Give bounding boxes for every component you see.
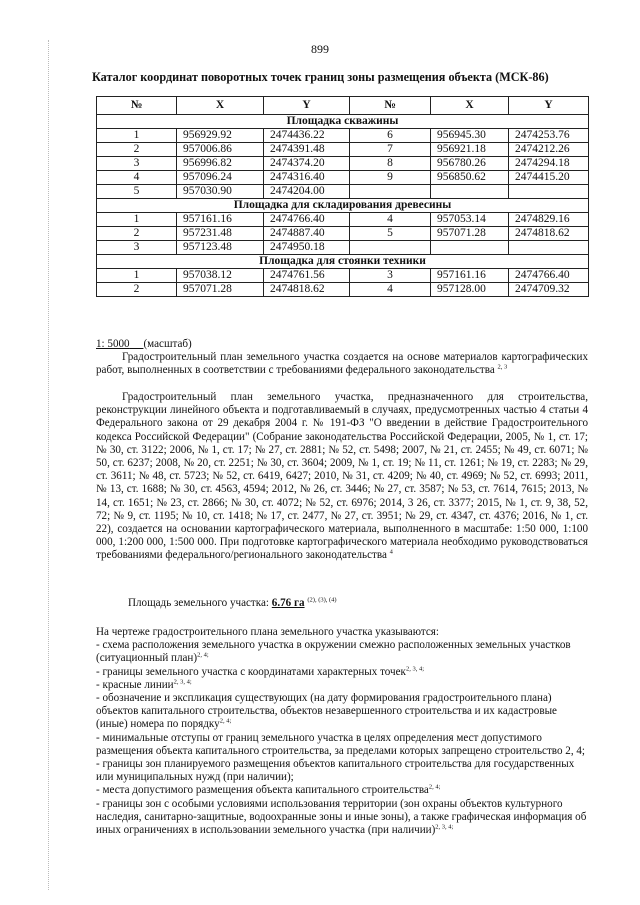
page-number: 899 bbox=[311, 42, 329, 56]
table-cell: 957071.28 bbox=[177, 283, 264, 297]
table-cell: 956921.18 bbox=[431, 143, 509, 157]
list-item-text: - красные линии bbox=[96, 678, 174, 691]
table-row bbox=[97, 283, 589, 297]
list-item-text: - минимальные отступы от границ земельного участка в целях определения мест допустимого размещения объекта капитального строительства, за пределами которых запрещено строительство 2, 4; bbox=[96, 731, 586, 757]
table-cell: 2474818.62 bbox=[264, 283, 350, 297]
table-cell: 957038.12 bbox=[177, 269, 264, 283]
table-cell bbox=[509, 241, 589, 255]
table-section-row bbox=[97, 255, 589, 269]
paragraph-text: Градостроительный план земельного участка создается на основе материалов картографических работ, выполненных в соответствии с требованиями федерального законодательства bbox=[96, 351, 588, 377]
table-cell: 6 bbox=[350, 129, 431, 143]
table-cell: 7 bbox=[350, 143, 431, 157]
area-label: Площадь земельного участка: bbox=[128, 597, 270, 609]
document-title: Каталог координат поворотных точек границ зоны размещения объекта (МСК-86) bbox=[92, 70, 549, 84]
table-cell: 2474436.22 bbox=[264, 129, 350, 143]
header-cell: № bbox=[97, 97, 177, 115]
table-cell: 957030.90 bbox=[177, 185, 264, 199]
table-row bbox=[97, 227, 589, 241]
table-row bbox=[97, 241, 589, 255]
table-cell: 956780.26 bbox=[431, 157, 509, 171]
table-cell: 2474204.00 bbox=[264, 185, 350, 199]
table-cell: 956850.62 bbox=[431, 171, 509, 185]
header-cell: X bbox=[177, 97, 264, 115]
table-cell bbox=[350, 185, 431, 199]
section-title: Площадка скважины bbox=[97, 115, 589, 129]
coordinates-table bbox=[96, 96, 589, 297]
table-cell: 2474212.26 bbox=[509, 143, 589, 157]
list-item-text: - места допустимого размещения объекта капитального строительства bbox=[96, 784, 429, 797]
table-cell: 2474887.40 bbox=[264, 227, 350, 241]
table-row bbox=[97, 129, 589, 143]
table-cell: 957123.48 bbox=[177, 241, 264, 255]
table-cell: 8 bbox=[350, 157, 431, 171]
table-cell bbox=[431, 241, 509, 255]
table-cell: 957128.00 bbox=[431, 283, 509, 297]
table-cell: 957161.16 bbox=[431, 269, 509, 283]
table-row bbox=[97, 269, 589, 283]
paragraph-linear-object bbox=[96, 391, 588, 563]
table-cell: 3 bbox=[97, 241, 177, 255]
table-cell: 957071.28 bbox=[431, 227, 509, 241]
table-cell: 2474766.40 bbox=[509, 269, 589, 283]
table-cell: 1 bbox=[97, 129, 177, 143]
footnote-ref: 2, 4; bbox=[219, 717, 232, 725]
scale-value: 1: 5000 bbox=[96, 338, 130, 350]
table-cell: 1 bbox=[97, 213, 177, 227]
table-cell: 957096.24 bbox=[177, 171, 264, 185]
table-cell: 1 bbox=[97, 269, 177, 283]
table-cell: 2 bbox=[97, 143, 177, 157]
table-cell: 4 bbox=[350, 283, 431, 297]
table-section-row bbox=[97, 115, 589, 129]
footnote-ref: 4 bbox=[389, 548, 393, 556]
table-cell: 2474709.32 bbox=[509, 283, 589, 297]
scale-line bbox=[96, 338, 588, 351]
table-cell: 2474316.40 bbox=[264, 171, 350, 185]
table-cell: 2474415.20 bbox=[509, 171, 589, 185]
section-title: Площадка для стоянки техники bbox=[97, 255, 589, 269]
table-row bbox=[97, 185, 589, 199]
table-row bbox=[97, 157, 589, 171]
paragraph-materials bbox=[96, 351, 588, 377]
table-cell: 956929.92 bbox=[177, 129, 264, 143]
list-item bbox=[96, 692, 588, 732]
table-cell: 3 bbox=[97, 157, 177, 171]
table-cell: 2474761.56 bbox=[264, 269, 350, 283]
table-cell: 2474766.40 bbox=[264, 213, 350, 227]
footnote-ref: 2, 3, 4; bbox=[435, 823, 454, 831]
table-cell: 4 bbox=[350, 213, 431, 227]
table-row bbox=[97, 171, 589, 185]
list-item-text: - границы зон планируемого размещения объектов капитального строительства для государственных или муниципальных нужд (при наличии); bbox=[96, 758, 575, 784]
table-cell: 957053.14 bbox=[431, 213, 509, 227]
section-title: Площадка для складирования древесины bbox=[97, 199, 589, 213]
drawing-requirements bbox=[96, 626, 588, 837]
table-cell: 2474818.62 bbox=[509, 227, 589, 241]
list-item bbox=[96, 666, 588, 679]
table-row bbox=[97, 143, 589, 157]
header-cell: Y bbox=[509, 97, 589, 115]
table-cell bbox=[350, 241, 431, 255]
footnote-ref: 2, 3, 4; bbox=[405, 664, 424, 672]
table-cell: 4 bbox=[97, 171, 177, 185]
area-value: 6.76 га bbox=[271, 597, 305, 609]
area-line bbox=[128, 597, 568, 610]
table-header-row bbox=[97, 97, 589, 115]
table-cell: 5 bbox=[350, 227, 431, 241]
list-item bbox=[96, 679, 588, 692]
table-cell: 2474391.48 bbox=[264, 143, 350, 157]
table-cell: 2474294.18 bbox=[509, 157, 589, 171]
list-item bbox=[96, 798, 588, 838]
footnote-ref: 2, 4; bbox=[197, 651, 209, 659]
list-item bbox=[96, 758, 588, 784]
header-cell: № bbox=[350, 97, 431, 115]
table-cell bbox=[509, 185, 589, 199]
footnote-ref: (2), (3), (4) bbox=[307, 596, 337, 604]
drawing-items-list bbox=[96, 639, 588, 837]
table-cell: 2 bbox=[97, 227, 177, 241]
table-cell: 2474253.76 bbox=[509, 129, 589, 143]
table-section-row bbox=[97, 199, 589, 213]
table-cell: 2474374.20 bbox=[264, 157, 350, 171]
table-cell: 5 bbox=[97, 185, 177, 199]
table-row bbox=[97, 213, 589, 227]
table-cell: 957161.16 bbox=[177, 213, 264, 227]
footnote-ref: 2, 3 bbox=[497, 363, 508, 371]
table-cell bbox=[431, 185, 509, 199]
table-cell: 2 bbox=[97, 283, 177, 297]
table-cell: 3 bbox=[350, 269, 431, 283]
list-item-text: - схема расположения земельного участка в окружении смежно расположенных земельных участков (ситуационный план) bbox=[96, 639, 571, 665]
table-cell: 956996.82 bbox=[177, 157, 264, 171]
table-cell: 957006.86 bbox=[177, 143, 264, 157]
list-item-text: - обозначение и экспликация существующих (на дату формирования градостроительного плана) объектов капитального строительства, объектов незавершенного строительства и их кадастровые (иные) номера по порядку bbox=[96, 692, 557, 731]
scale-label: (масштаб) bbox=[143, 338, 192, 350]
list-item bbox=[96, 732, 588, 758]
table-cell: 2474829.16 bbox=[509, 213, 589, 227]
paragraph-text: Градостроительный план земельного участка, предназначенного для строительства, реконструкции линейного объекта и подготавливаемый в случаях, предусмотренных частью 4 статьи 4 Федерального закона от 29 декабря 2004 г. № 191-ФЗ "О введении в действие Градостроительного кодекса Российской Федерации" (Собрание законодательства Российской Федерации, 2005, № 1, ст. 17; № 30, ст. 3122; 2006, № 1, ст. 17; № 27, ст. 2881; № 52, ст. 5498; 2007, № 21, ст. 2455; № 49, ст. 6071; № 50, ст. 6237; 2008, № 20, ст. 2251; № 30, ст. 3604; 2009, № 1, ст. 19; № 11, ст. 1261; № 19, ст. 2283; № 29, ст. 3611; № 48, ст. 5723; № 52, ст. 6419, 6427; 2010, № 31, ст. 4209; № 40, ст. 4969; № 52, ст. 6993; 2011, № 13, ст. 1688; № 30, ст. 4563, 4594; 2012, № 26, ст. 3446; № 27, ст. 3587; № 53, ст. 7614, 7615; 2013, № 14, ст. 1651; № 23, ст. 2866; № 30, ст. 4072; № 52, ст. 6976; 2014, 3 26, ст. 3377; 2015, № 1, ст. 9, 38, 52, 72; № 9, ст. 1195; № 10, ст. 1418; № 17, ст. 2477, № 27, ст. 3951; № 29, ст. 4347, ст. 4376; 2016, № 1, ст. 22), создается на основании картографического материала, выполненного в масштабе: 1:50 000, 1:100 000, 1:200 000, 1:500 000. При подготовке картографического материала необходимо руководствоваться требованиями федерального/регионального законодательства bbox=[96, 391, 588, 562]
drawing-intro: На чертеже градостроительного плана земельного участка указываются: bbox=[96, 626, 439, 638]
footnote-ref: 2, 3, 4; bbox=[173, 678, 192, 686]
table-cell: 956945.30 bbox=[431, 129, 509, 143]
footnote-ref: 2, 4; bbox=[428, 783, 441, 791]
list-item-text: - границы зон с особыми условиями использования территории (зон охраны объектов культурного наследия, санитарно-защитные, водоохранные зоны и иные зоны), а также графическая информация об иных ограничениях в использовании земельного участка (при наличии) bbox=[96, 797, 587, 837]
header-cell: X bbox=[431, 97, 509, 115]
header-cell: Y bbox=[264, 97, 350, 115]
table-cell: 9 bbox=[350, 171, 431, 185]
table-cell: 957231.48 bbox=[177, 227, 264, 241]
page-margin-dotted-line bbox=[48, 40, 50, 890]
table-cell: 2474950.18 bbox=[264, 241, 350, 255]
list-item bbox=[96, 639, 588, 665]
list-item bbox=[96, 784, 588, 797]
list-item-text: - границы земельного участка с координатами характерных точек bbox=[96, 665, 406, 678]
